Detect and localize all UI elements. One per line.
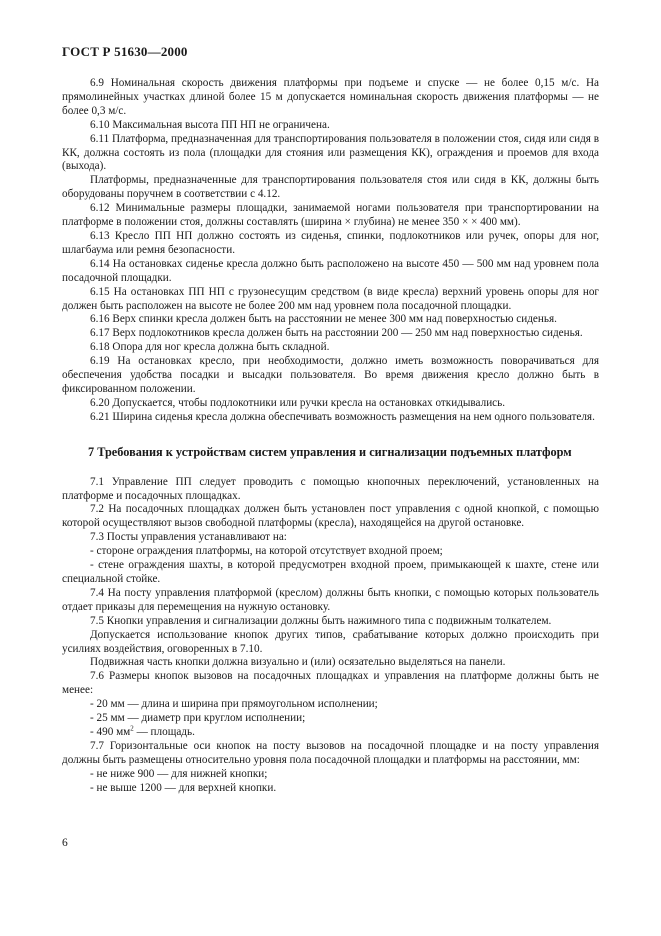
paragraph-7-1: 7.1 Управление ПП следует проводить с помощью кнопочных переключений, установленных на платформе и посадочных площадках. <box>62 475 599 502</box>
paragraph-6-10: 6.10 Максимальная высота ПП НП не ограничена. <box>90 118 330 131</box>
area-superscript: 2 <box>130 724 134 733</box>
paragraph-7-6: 7.6 Размеры кнопок вызовов на посадочных площадках и управления на платформе должны быть не менее: <box>62 670 599 697</box>
standard-code-header: ГОСТ Р 51630—2000 <box>62 44 188 59</box>
paragraph-6-17: 6.17 Верх подлокотников кресла должен быть на расстоянии 200 — 250 мм над поверхностью сиденья. <box>90 327 583 340</box>
paragraph-7-4: 7.4 На посту управления платформой (креслом) должны быть кнопки, с помощью которых пользователь отдает приказы для перемещения на нужную остановку. <box>62 586 599 613</box>
paragraph-7-7: 7.7 Горизонтальные оси кнопок на посту вызовов на посадочной площадке и на посту управления должны быть размещены относительно уровня пола посадочной площадки и платформы на расстоянии, мм: <box>62 739 599 766</box>
list-item-round: - 25 мм — диаметр при круглом исполнении; <box>90 712 306 725</box>
paragraph-6-12: 6.12 Минимальные размеры площадки, занимаемой ногами пользователя при транспортировании на платформе в положении стоя, должны составлять (ширина × глубина) не менее 350 × × 400 мм). <box>62 202 599 229</box>
paragraph-6-20: 6.20 Допускается, чтобы подлокотники или ручки кресла на остановках откидывались. <box>90 396 506 409</box>
paragraph-6-19: 6.19 На остановках кресло, при необходимости, должно иметь возможность поворачиваться для обеспечения удобства посадки и высадки пользователя. Во время движения кресло должно быть в фиксированном положении. <box>62 355 599 395</box>
section-7-title: 7 Требования к устройствам систем управления и сигнализации подъемных платформ <box>88 444 572 459</box>
list-item-upper-button: - не выше 1200 — для верхней кнопки. <box>90 781 277 794</box>
area-suffix: — площадь. <box>133 725 195 738</box>
paragraph-6-21: 6.21 Ширина сиденья кресла должна обеспечивать возможность размещения на нем одного пользователя. <box>90 410 595 423</box>
area-value: - 490 мм <box>90 725 131 738</box>
section-gap <box>62 460 599 476</box>
paragraph-6-13: 6.13 Кресло ПП НП должно состоять из сиденья, спинки, подлокотников или ручек, опоры для ног, шлагбаума или ремня безопасности. <box>62 229 599 256</box>
paragraph-7-2: 7.2 На посадочных площадках должен быть установлен пост управления с одной кнопкой, с помощью которой осуществляют вызов свободной платформы (кресла), находящейся на другой остановке. <box>62 503 599 530</box>
list-item-area <box>62 726 599 740</box>
paragraph-7-5-other-types: Допускается использование кнопок других типов, срабатывание которых должно происходить при усилиях воздействия, оговоренных в 7.10. <box>62 628 599 655</box>
list-item-shaft-wall: - стене ограждения шахты, в которой предусмотрен входной проем, примыкающей к шахте, стене или специальной стойке. <box>62 559 599 585</box>
page-number: 6 <box>62 837 68 849</box>
list-item-lower-button: - не ниже 900 — для нижней кнопки; <box>90 767 268 780</box>
list-item-platform-side: - стороне ограждения платформы, на которой отсутствует входной проем; <box>90 545 443 558</box>
document-body <box>62 77 599 796</box>
list-item-rectangular: - 20 мм — длина и ширина при прямоугольном исполнении; <box>90 698 378 711</box>
paragraph-7-5-moving-part: Подвижная часть кнопки должна визуально и (или) осязательно выделяться на панели. <box>90 656 506 669</box>
paragraph-6-14: 6.14 На остановках сиденье кресла должно быть расположено на высоте 450 — 500 мм над уровнем пола посадочной площадки. <box>62 257 599 284</box>
paragraph-6-9: 6.9 Номинальная скорость движения платформы при подъеме и спуске — не более 0,15 м/с. На прямолинейных участках длиной более 15 м допускается номинальная скорость движения платформы — не более 0,3 м/с. <box>62 77 599 117</box>
paragraph-6-11-handrail: Платформы, предназначенные для транспортирования пользователя стоя или сидя в КК, должны быть оборудованы поручнем в соответствии с 4.12. <box>62 174 599 201</box>
paragraph-6-11: 6.11 Платформа, предназначенная для транспортирования пользователя в положении стоя, сидя или сидя в КК, должна состоять из пола (площадки для стояния или размещения КК), ограждения и проемов для входа (выхода). <box>62 132 599 173</box>
paragraph-6-16: 6.16 Верх спинки кресла должен быть на расстоянии не менее 300 мм над поверхностью сиденья. <box>90 313 557 326</box>
paragraph-7-5: 7.5 Кнопки управления и сигнализации должны быть нажимного типа с подвижным толкателем. <box>90 614 552 627</box>
paragraph-6-18: 6.18 Опора для ног кресла должна быть складной. <box>90 341 330 354</box>
paragraph-6-15: 6.15 На остановках ПП НП с грузонесущим средством (в виде кресла) верхний уровень опоры для ног должен быть расположен на высоте не более 200 мм над уровнем пола посадочной площадки. <box>62 285 599 312</box>
paragraph-7-3: 7.3 Посты управления устанавливают на: <box>90 531 287 544</box>
